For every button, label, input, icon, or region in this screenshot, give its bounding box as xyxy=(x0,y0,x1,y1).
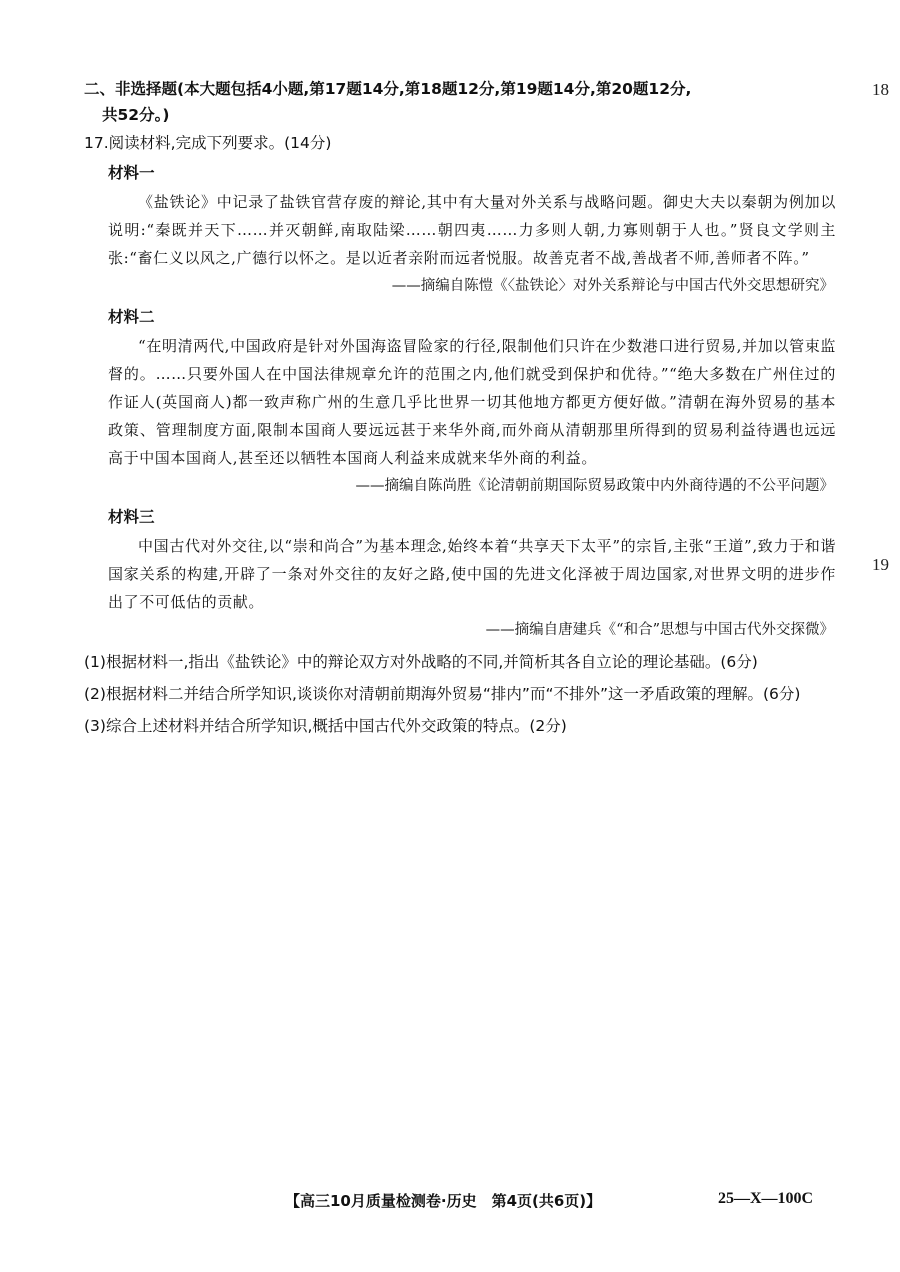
section-title-line2: 共52分。) xyxy=(102,106,170,124)
material-1-text: 《盐铁论》中记录了盐铁官营存废的辩论,其中有大量对外关系与战略问题。御史大夫以秦朝为例加以说明:“秦既并天下……并灭朝鲜,南取陆梁……朝四夷……力多则人朝,力寡则朝于人也。”贤良文学则主张:“畜仁义以风之,广德行以怀之。是以近者亲附而远者悦服。故善克者不战,善战者不师,善师者不阵。” xyxy=(108,193,836,267)
section-title-line1: 二、非选择题(本大题包括4小题,第17题14分,第18题12分,第19题14分,第20题12分, xyxy=(84,80,692,98)
material-1-source: ——摘编自陈愷《〈盐铁论〉对外关系辩论与中国古代外交思想研究》 xyxy=(391,278,834,294)
material-1-label: 材料一 xyxy=(108,164,155,182)
material-3-source: ——摘编自唐建兵《“和合”思想与中国古代外交探微》 xyxy=(485,622,834,638)
paper-code: 25—X—100C xyxy=(718,1190,814,1207)
question-17-head: 17.阅读材料,完成下列要求。(14分) xyxy=(84,134,332,152)
page-footer: 【高三10月质量检测卷·历史 第4页(共6页)】 xyxy=(285,1192,602,1210)
material-2 xyxy=(84,304,836,500)
material-3 xyxy=(84,504,836,644)
sub-question-2: (2)根据材料二并结合所学知识,谈谈你对清朝前期海外贸易“排内”而“不排外”这一矛盾政策的理解。(6分) xyxy=(84,685,801,703)
material-2-label: 材料二 xyxy=(108,308,155,326)
material-3-label: 材料三 xyxy=(108,508,155,526)
material-1 xyxy=(84,160,836,300)
sub-questions xyxy=(84,648,836,740)
material-3-text: 中国古代对外交往,以“崇和尚合”为基本理念,始终本着“共享天下太平”的宗旨,主张“王道”,致力于和谐国家关系的构建,开辟了一条对外交往的友好之路,使中国的先进文化泽被于周边国家,对世界文明的进步作出了不可低估的贡献。 xyxy=(108,537,836,611)
material-2-text: “在明清两代,中国政府是针对外国海盗冒险家的行径,限制他们只许在少数港口进行贸易,并加以管束监督的。……只要外国人在中国法律规章允许的范围之内,他们就受到保护和优待。”“绝大多数在广州住过的作证人(英国商人)都一致声称广州的生意几乎比世界一切其他地方都更方便好做。”清朝在海外贸易的基本政策、管理制度方面,限制本国商人要远远甚于来华外商,而外商从清朝那里所得到的贸易利益待遇也远远高于中国本国商人,甚至还以牺牲本国商人利益来成就来华外商的利益。 xyxy=(108,337,836,467)
margin-number-19: 19 xyxy=(872,555,889,574)
section-title xyxy=(84,76,836,128)
sub-question-1: (1)根据材料一,指出《盐铁论》中的辩论双方对外战略的不同,并简析其各自立论的理论基础。(6分) xyxy=(84,653,758,671)
material-2-source: ——摘编自陈尚胜《论清朝前期国际贸易政策中内外商待遇的不公平问题》 xyxy=(355,478,834,494)
sub-question-3: (3)综合上述材料并结合所学知识,概括中国古代外交政策的特点。(2分) xyxy=(84,717,567,735)
exam-page-content xyxy=(84,76,836,740)
margin-number-18: 18 xyxy=(872,80,889,99)
